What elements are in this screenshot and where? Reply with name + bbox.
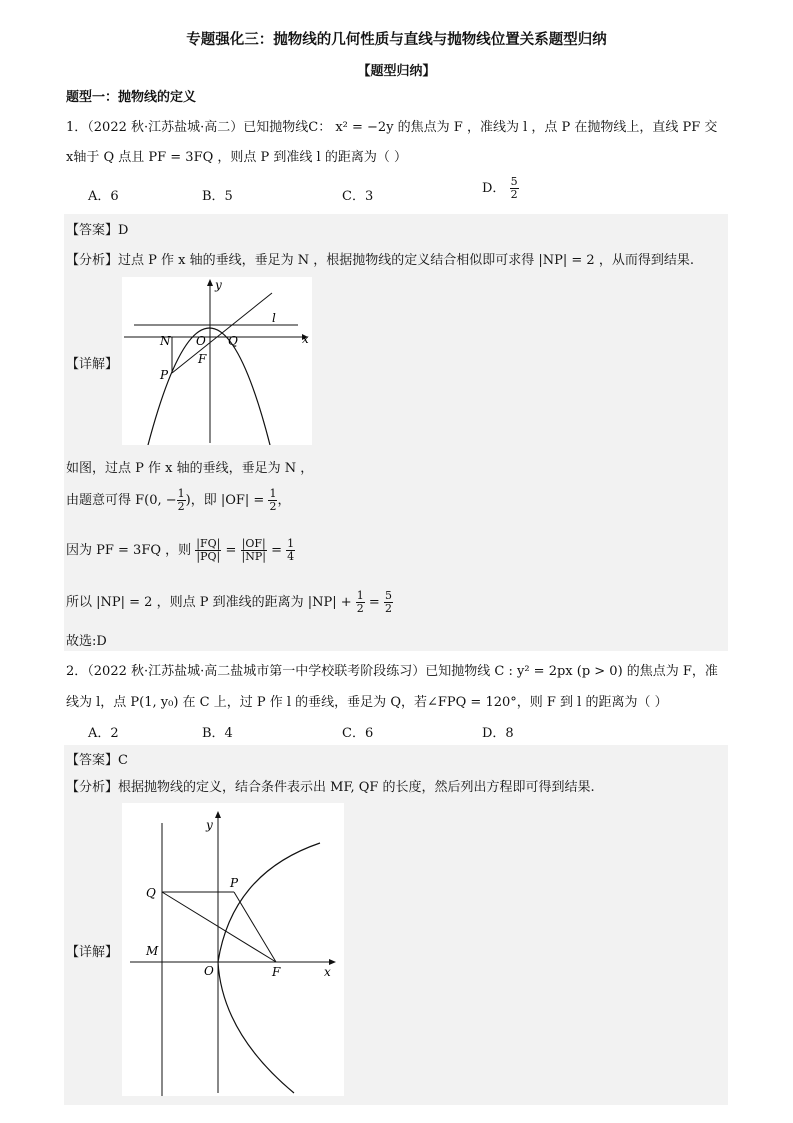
q1-analysis: 【分析】过点 P 作 x 轴的垂线，垂足为 N ，根据抛物线的定义结合相似即可求得 |NP| = 2 ，从而得到结果. <box>66 253 694 268</box>
q2-label-p: P <box>230 876 239 890</box>
q2-answer: 【答案】C <box>66 753 128 768</box>
q2-stem-line2: 线为 l，点 P(1, y₀) 在 C 上，过 P 作 l 的垂线，垂足为 Q，若∠FPQ = 120°，则 F 到 l 的距离为（ ） <box>66 695 668 710</box>
q2-parabola-upper <box>218 843 320 962</box>
q1-option-d: D． $\frac{5}{2}$ <box>482 175 518 201</box>
q1-line-pf <box>172 293 272 373</box>
q2-label-x: x <box>324 965 331 979</box>
q2-label-q: Q <box>146 886 156 900</box>
q1-label-n: N <box>160 334 171 348</box>
q1-option-b: B．5 <box>202 189 233 204</box>
q1-stem-line1: 1．（2022 秋·江苏盐城·高二）已知抛物线C： x² = −2y 的焦点为 F ，准线为 l ，点 P 在抛物线上，直线 PF 交 <box>66 120 718 135</box>
q2-option-c: C．6 <box>342 726 374 741</box>
q2-option-b: B．4 <box>202 726 233 741</box>
q1-choice: 故选:D <box>66 634 107 649</box>
section-heading: 题型一：抛物线的定义 <box>66 90 197 105</box>
q1-detail-label: 【详解】 <box>66 357 119 372</box>
q1-solution-line1: 如图，过点 P 作 x 轴的垂线，垂足为 N ， <box>66 461 314 476</box>
q1-option-d-fraction: $\frac{5}{2}$ <box>510 175 518 201</box>
q2-label-f: F <box>272 965 281 979</box>
q1-solution-line3: 因为 PF = 3FQ ，则 $\frac{|FQ|}{|PQ|}$ = $\frac{|OF|}{|NP|}$ = $\frac{1}{4}$ <box>66 537 295 563</box>
q1-option-a: A．6 <box>88 189 119 204</box>
q1-label-p: P <box>160 368 169 382</box>
q1-solution-line2: 由题意可得 F(0, − $\frac{1}{2}$ )，即 |OF| = $\frac{1}{2}$ ， <box>66 487 291 513</box>
q2-option-a: A．2 <box>88 726 119 741</box>
q2-label-y: y <box>206 818 213 832</box>
page-title: 专题强化三：抛物线的几何性质与直线与抛物线位置关系题型归纳 <box>186 31 607 48</box>
q1-label-x: x <box>302 332 309 346</box>
q2-option-d: D．8 <box>482 726 514 741</box>
q1-label-y: y <box>215 278 222 292</box>
q2-detail-label: 【详解】 <box>66 945 119 960</box>
page-subtitle: 【题型归纳】 <box>357 64 436 79</box>
q1-label-o: O <box>196 334 206 348</box>
q2-segment-qf <box>162 892 276 962</box>
q2-figure <box>122 803 344 1096</box>
q1-label-q: Q <box>228 334 238 348</box>
q2-segment-pf <box>234 892 276 962</box>
q1-figure <box>122 277 312 445</box>
q2-label-o: O <box>204 964 214 978</box>
q1-answer: 【答案】D <box>66 223 129 238</box>
q2-parabola-diagram <box>122 803 344 1096</box>
q2-parabola-lower <box>218 962 294 1093</box>
q1-label-f: F <box>198 352 207 366</box>
q1-stem-line2: x轴于 Q 点且 PF = 3FQ ，则点 P 到准线 l 的距离为（ ） <box>66 150 407 165</box>
q1-solution-line4: 所以 |NP| = 2 ，则点 P 到准线的距离为 |NP| + $\frac{1}{2}$ = $\frac{5}{2}$ <box>66 589 392 615</box>
q1-option-c: C．3 <box>342 189 374 204</box>
q1-parabola-diagram <box>122 277 312 445</box>
q1-y-arrow-icon <box>207 279 213 286</box>
q2-analysis: 【分析】根据抛物线的定义，结合条件表示出 MF, QF 的长度，然后列出方程即可得到结果. <box>66 780 595 795</box>
q2-stem-line1: 2．（2022 秋·江苏盐城·高二盐城市第一中学校联考阶段练习）已知抛物线 C : y² = 2px (p > 0) 的焦点为 F，准 <box>66 664 718 679</box>
q2-y-arrow-icon <box>215 811 221 818</box>
q1-label-l: l <box>272 311 276 325</box>
q2-label-m: M <box>146 944 159 958</box>
